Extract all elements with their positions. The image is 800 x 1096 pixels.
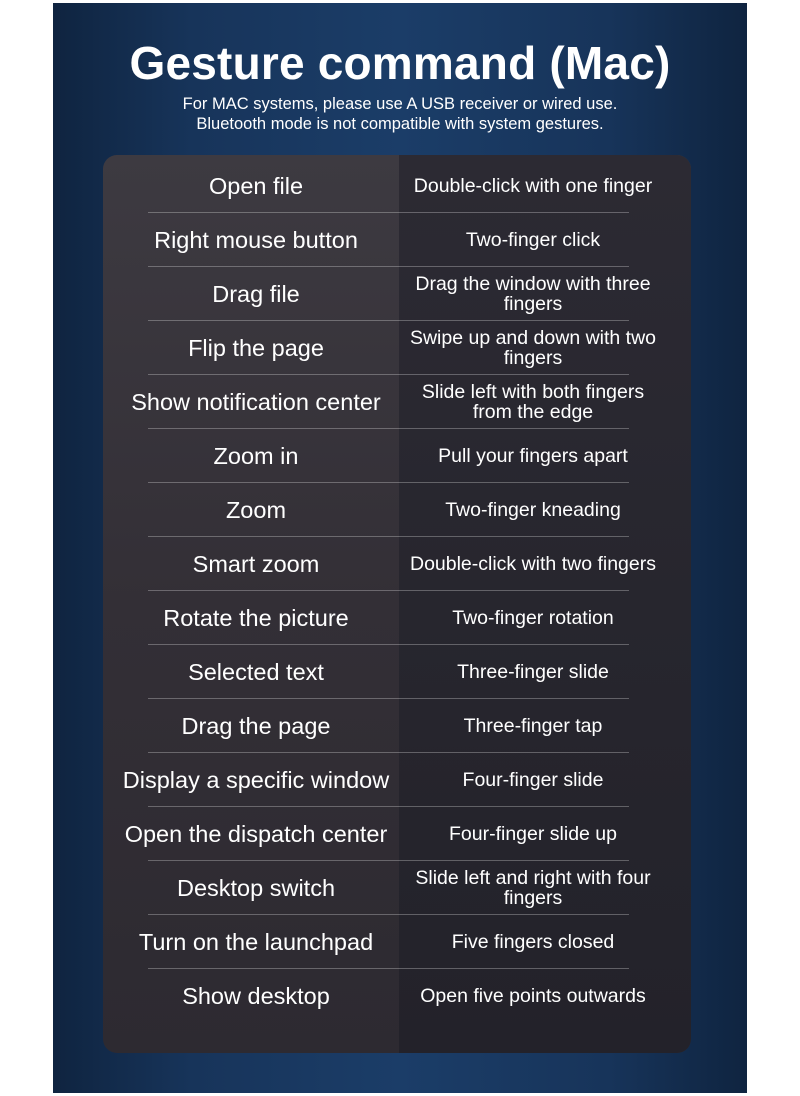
gesture-table <box>103 155 691 1053</box>
gesture-description: Three-finger tap <box>463 715 603 737</box>
table-row <box>103 807 691 861</box>
table-row <box>103 267 691 321</box>
gesture-action: Smart zoom <box>192 550 320 577</box>
gesture-action: Show notification center <box>131 388 381 415</box>
gesture-description: Double-click with one finger <box>413 175 653 197</box>
table-row <box>103 375 691 429</box>
gesture-action: Selected text <box>188 658 324 685</box>
gesture-description: Three-finger slide <box>457 661 609 683</box>
table-row <box>103 645 691 699</box>
table-row <box>103 429 691 483</box>
gesture-action: Open the dispatch center <box>124 820 388 847</box>
gesture-description: Double-click with two fingers <box>409 553 656 575</box>
gesture-action: Turn on the launchpad <box>138 928 374 955</box>
table-row <box>103 159 691 213</box>
gesture-description: Pull your fingers apart <box>438 445 628 467</box>
gesture-poster <box>53 3 747 1093</box>
subtitle-line-2: Bluetooth mode is not compatible with system gestures. <box>196 115 604 133</box>
gesture-action: Desktop switch <box>176 874 336 901</box>
gesture-description: Four-finger slide <box>462 769 604 791</box>
table-row <box>103 321 691 375</box>
table-row <box>103 753 691 807</box>
gesture-description: Swipe up and down with two fingers <box>409 327 657 369</box>
gesture-description: Two-finger rotation <box>452 607 614 629</box>
gesture-action: Display a specific window <box>122 766 390 793</box>
table-row <box>103 591 691 645</box>
gesture-description: Drag the window with three fingers <box>415 273 651 315</box>
gesture-action: Right mouse button <box>154 226 358 253</box>
subtitle-line-1: For MAC systems, please use A USB receiver or wired use. <box>182 95 618 113</box>
table-row <box>103 483 691 537</box>
gesture-description: Two-finger click <box>465 229 601 251</box>
gesture-action: Zoom <box>225 496 287 523</box>
table-row <box>103 699 691 753</box>
gesture-description: Five fingers closed <box>451 931 615 953</box>
table-row <box>103 213 691 267</box>
gesture-action: Drag file <box>212 280 300 307</box>
gesture-description: Two-finger kneading <box>445 499 621 521</box>
gesture-description: Slide left with both fingers from the edge <box>421 381 645 423</box>
gesture-description: Four-finger slide up <box>449 823 617 845</box>
table-row <box>103 915 691 969</box>
gesture-action: Drag the page <box>181 712 331 739</box>
gesture-action: Rotate the picture <box>163 604 349 631</box>
table-row <box>103 537 691 591</box>
gesture-action: Flip the page <box>188 334 324 361</box>
gesture-rows <box>103 155 691 1053</box>
gesture-action: Zoom in <box>213 442 299 469</box>
gesture-description: Open five points outwards <box>420 985 646 1007</box>
gesture-description: Slide left and right with four fingers <box>415 867 651 909</box>
gesture-action: Open file <box>208 172 304 199</box>
page-title: Gesture command (Mac) <box>129 37 671 89</box>
table-row <box>103 969 691 1023</box>
table-row <box>103 861 691 915</box>
gesture-action: Show desktop <box>182 982 330 1009</box>
